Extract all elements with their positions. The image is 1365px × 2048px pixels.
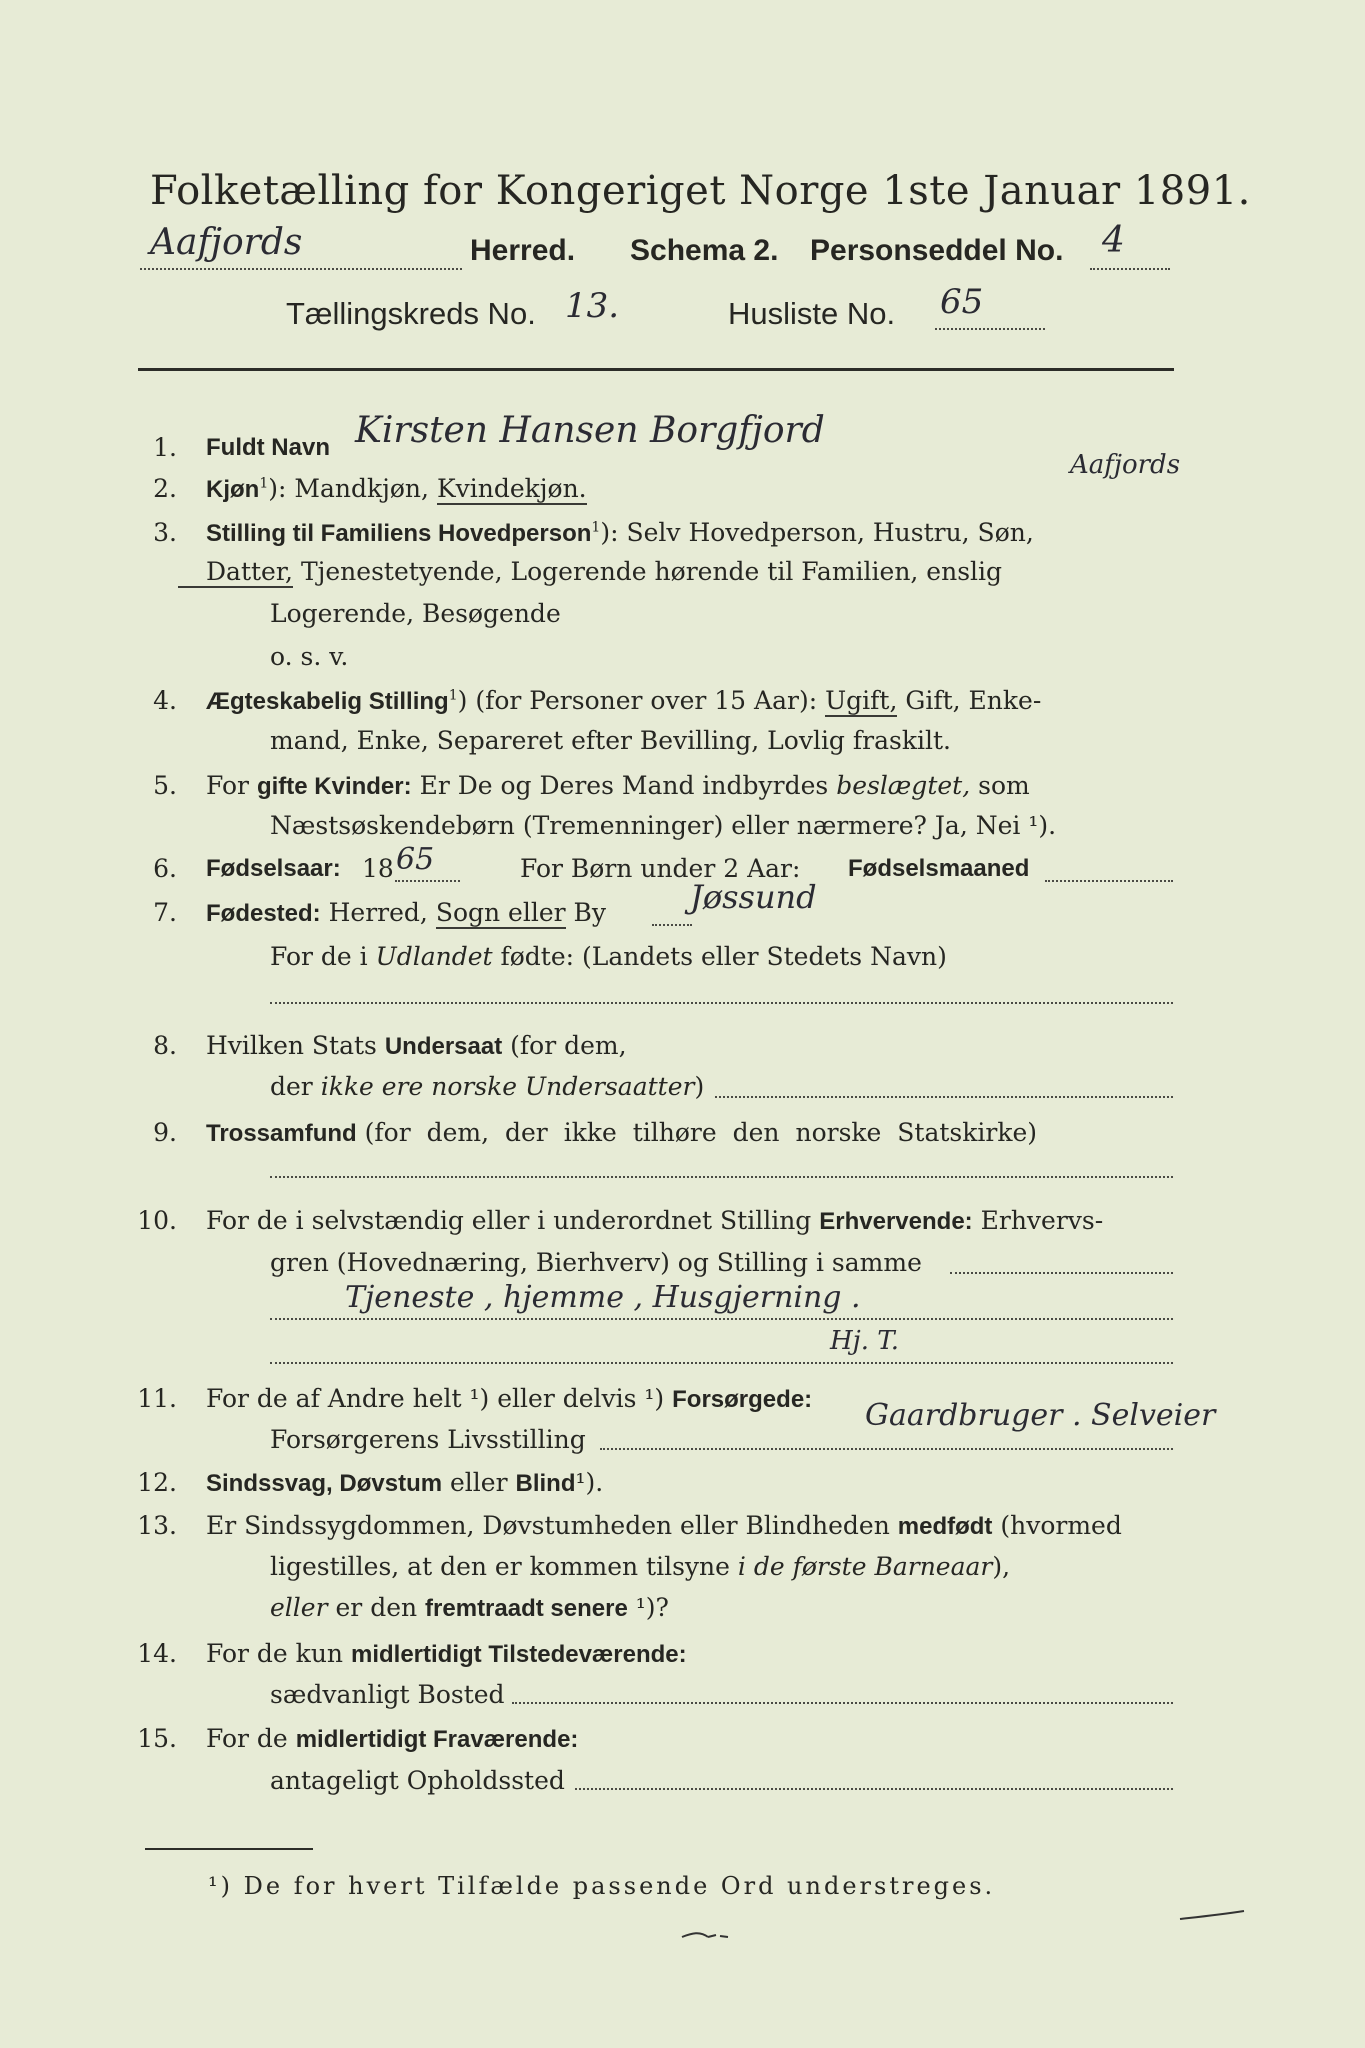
item-9-number: 9. [153, 1118, 177, 1147]
item-3-line-1: Stilling til Familiens Hovedperson$^1$): Selv Hovedperson, Hustru, Søn, [206, 518, 1034, 547]
item-4-line-2: mand, Enke, Separeret efter Bevilling, Lovlig fraskilt. [270, 726, 951, 755]
item-8-text-2: (for dem, [510, 1031, 627, 1060]
item-8-number: 8. [153, 1031, 177, 1060]
item-14-line-2: sædvanligt Bosted [270, 1680, 505, 1709]
item-6-year-dots [395, 880, 460, 882]
item-10-text-1: For de i selvstændig eller i underordnet Stilling [206, 1206, 812, 1235]
item-5-label: gifte Kvinder: [256, 773, 412, 800]
item-4-label: Ægteskabelig Stilling [206, 688, 449, 715]
herred-value: Aafjords [150, 222, 303, 263]
item-4-selected: Ugift, [825, 686, 898, 715]
item-10-text-2: Erhvervs- [980, 1206, 1104, 1235]
item-3-line-3: Logerende, Besøgende [270, 599, 561, 628]
item-6-prefix: 18 [362, 854, 394, 883]
item-13-text-4: ), [992, 1552, 1011, 1581]
item-12-number: 12. [137, 1468, 177, 1497]
item-4-number: 4. [153, 686, 177, 715]
item-7-text-4: fødte: (Landets eller Stedets Navn) [500, 942, 947, 971]
item-4-text-1: ) (for Personer over 15 Aar): [457, 686, 818, 715]
item-11-label: Forsørgede: [672, 1386, 813, 1413]
item-15-line-2: antageligt Opholdssted [270, 1766, 565, 1795]
item-8-label: Undersaat [384, 1033, 503, 1060]
item-8-text-3: der [270, 1072, 313, 1101]
personseddel-dotted-line [1090, 268, 1170, 270]
item-11-value: Gaardbruger . Selveier [865, 1398, 1216, 1433]
item-6-label: Fødselsaar: [206, 855, 341, 882]
item-13-label-2: fremtraadt senere [425, 1595, 628, 1622]
item-13-text-2: (hvormed [1000, 1511, 1122, 1540]
item-3-selected: Datter, [178, 557, 293, 588]
item-14-line-1 [206, 1639, 687, 1669]
item-10-value-1: Tjeneste , hjemme , Husgjerning . [345, 1280, 861, 1315]
item-8-line-2 [270, 1072, 704, 1101]
item-12-line [206, 1468, 603, 1498]
item-5-pre: For [206, 771, 249, 800]
item-15-text-1: For de [206, 1724, 288, 1753]
item-5-italic: beslægtet, [836, 771, 971, 800]
item-12-text-2: ¹). [575, 1468, 604, 1497]
item-2-text: ): Mandkjøn, [268, 474, 429, 503]
item-12-label-2: Blind [515, 1470, 576, 1497]
item-1-label: Fuldt Navn [206, 434, 330, 461]
herred-label: Herred. [470, 234, 576, 267]
item-9-dots [270, 1176, 1173, 1178]
item-8-text-1: Hvilken Stats [206, 1031, 377, 1060]
item-11-text-1: For de af Andre helt ¹) eller delvis ¹) [206, 1384, 665, 1413]
item-2-selected: Kvindekjøn. [436, 474, 587, 503]
personseddel-label: Personseddel No. [810, 234, 1064, 267]
item-5-line-2: Næstsøskendebørn (Tremenninger) eller nærmere? Ja, Nei ¹). [270, 811, 1057, 840]
item-4-text-2: Gift, Enke- [905, 686, 1042, 715]
item-8-italic: ikke ere norske Undersaatter [320, 1072, 695, 1101]
item-2-label: Kjøn [206, 476, 260, 503]
pen-stroke-icon [1178, 1905, 1248, 1925]
item-15-number: 15. [137, 1724, 177, 1753]
personseddel-value: 4 [1102, 220, 1125, 261]
item-3-text-2: Tjenestetyende, Logerende hørende til Familien, enslig [300, 557, 1003, 586]
item-7-line-1 [206, 898, 606, 928]
item-8-dots [715, 1096, 1173, 1098]
item-1-value: Kirsten Hansen Borgfjord [355, 410, 825, 451]
item-7-label: Fødested: [206, 900, 321, 927]
item-13-text-1: Er Sindssygdommen, Døvstumheden eller Blindheden [206, 1511, 890, 1540]
item-7-value: Jøssund [690, 878, 817, 916]
item-7-selected: Sogn eller [435, 898, 566, 927]
pen-mark-icon [680, 1925, 730, 1945]
item-13-label: medfødt [897, 1513, 993, 1540]
item-10-line-1 [206, 1206, 1103, 1236]
item-11-dots [600, 1448, 1173, 1450]
item-6-value: 65 [396, 842, 435, 877]
item-10-number: 10. [137, 1206, 177, 1235]
form-title: Folketælling for Kongeriget Norge 1ste Januar 1891. [150, 168, 1251, 214]
footnote: ¹) De for hvert Tilfælde passende Ord understreges. [208, 1872, 996, 1900]
kreds-label: Tællingskreds No. [286, 296, 536, 331]
footnote-rule [145, 1848, 313, 1850]
item-14-dots [512, 1702, 1173, 1704]
item-5-number: 5. [153, 771, 177, 800]
item-7-dots [652, 924, 692, 926]
item-1-value-2: Aafjords [1070, 450, 1181, 480]
item-14-label: midlertidigt Tilstedeværende: [350, 1641, 687, 1668]
kreds-value: 13. [565, 286, 620, 326]
item-10-dots-3 [270, 1362, 1173, 1364]
item-6-text: For Børn under 2 Aar: [520, 854, 801, 883]
item-6-number: 6. [153, 854, 177, 883]
item-5-text-1: Er De og Deres Mand indbyrdes [419, 771, 829, 800]
item-9-text: (for dem, der ikke tilhøre den norske Statskirke) [364, 1118, 1038, 1147]
item-5-line-1 [206, 771, 1030, 801]
item-7-text-3: For de i [270, 942, 368, 971]
husliste-value: 65 [940, 282, 984, 322]
item-7-foreign-dots [270, 1002, 1173, 1004]
husliste-dotted-line [935, 328, 1045, 330]
item-13-italic-2: eller [270, 1593, 328, 1622]
item-9-line [206, 1118, 1037, 1148]
item-13-italic: i de første Barneaar [737, 1552, 993, 1581]
item-3-number: 3. [153, 518, 177, 547]
item-15-dots [575, 1788, 1173, 1790]
item-13-line-1 [206, 1511, 1122, 1541]
item-14-text-1: For de kun [206, 1639, 344, 1668]
item-11-number: 11. [137, 1384, 177, 1413]
item-12-label: Sindssvag, Døvstum [206, 1470, 443, 1497]
item-7-line-2 [270, 942, 947, 971]
item-3-label: Stilling til Familiens Hovedperson [206, 520, 592, 547]
item-7-number: 7. [153, 898, 177, 927]
herred-dotted-line [140, 268, 462, 270]
item-3-line-4: o. s. v. [270, 642, 349, 671]
item-10-dots-1 [950, 1272, 1173, 1274]
item-15-line-1 [206, 1724, 578, 1754]
item-7-italic: Udlandet [375, 942, 493, 971]
item-14-number: 14. [137, 1639, 177, 1668]
item-9-label: Trossamfund [206, 1120, 357, 1147]
item-6-month-dots [1045, 880, 1173, 882]
item-7-text-2: By [573, 898, 607, 927]
item-11-line-1 [206, 1384, 812, 1414]
item-11-line-2: Forsørgerens Livsstilling [270, 1425, 586, 1454]
item-12-text-1: eller [450, 1468, 508, 1497]
item-3-line-2 [206, 557, 1002, 586]
item-6-label-2: Fødselsmaaned [848, 855, 1030, 882]
item-10-label: Erhvervende: [819, 1208, 973, 1235]
item-3-text-1: ): Selv Hovedperson, Hustru, Søn, [600, 518, 1034, 547]
item-8-text-4: ) [694, 1072, 705, 1101]
item-1-number: 1. [153, 433, 177, 462]
item-13-text-6: ¹)? [635, 1593, 669, 1622]
schema-label: Schema 2. [630, 234, 779, 267]
item-13-number: 13. [137, 1511, 177, 1540]
item-13-line-3 [270, 1593, 669, 1623]
item-13-text-3: ligestilles, at den er kommen tilsyne [270, 1552, 730, 1581]
header-rule [138, 368, 1174, 371]
item-2-sup: 1 [259, 475, 269, 492]
item-13-text-5: er den [335, 1593, 418, 1622]
item-7-text-1: Herred, [328, 898, 428, 927]
item-5-text-2: som [978, 771, 1030, 800]
item-10-value-2: Hj. T. [830, 1326, 900, 1356]
item-2-line [206, 474, 587, 504]
item-8-line-1 [206, 1031, 627, 1061]
husliste-label: Husliste No. [728, 296, 896, 331]
item-4-line-1: Ægteskabelig Stilling$^1$) (for Personer over 15 Aar): Ugift, Gift, Enke- [206, 686, 1042, 715]
item-15-label: midlertidigt Fraværende: [295, 1726, 579, 1753]
item-13-line-2 [270, 1552, 1010, 1581]
item-2-number: 2. [153, 474, 177, 503]
item-10-line-2: gren (Hovednæring, Bierhverv) og Stilling i samme [270, 1248, 922, 1277]
item-10-dots-2 [270, 1318, 1173, 1320]
